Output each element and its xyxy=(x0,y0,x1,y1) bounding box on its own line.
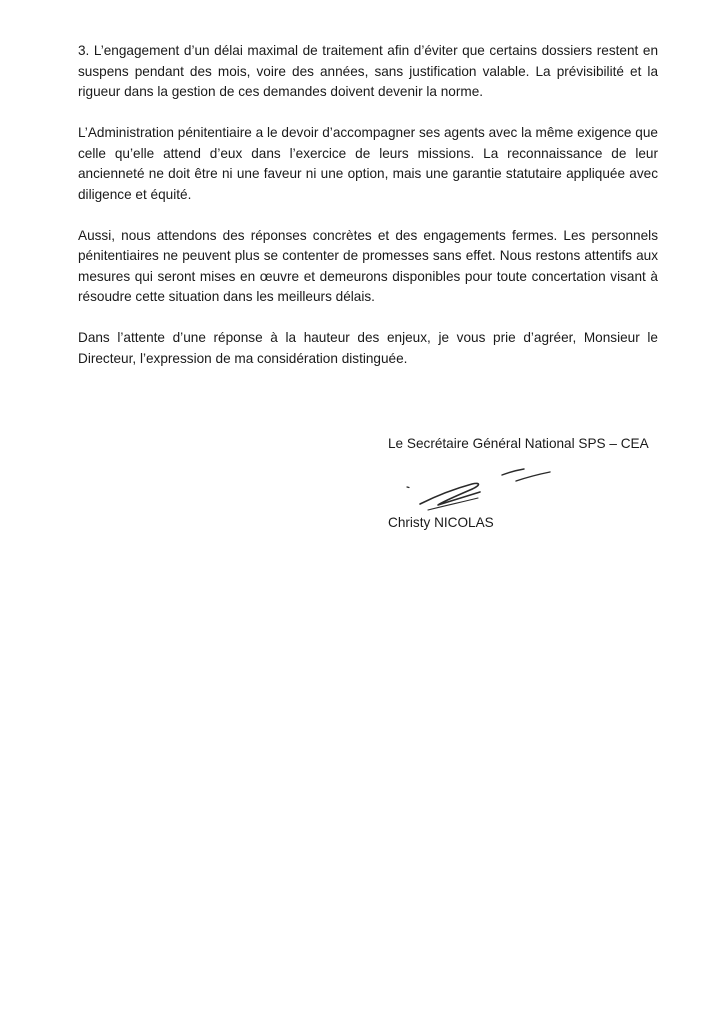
signatory-name: Christy NICOLAS xyxy=(388,515,494,530)
signature-stroke-tick xyxy=(516,472,550,481)
signature-stroke-dot xyxy=(407,487,409,488)
paragraph-expectations: Aussi, nous attendons des réponses concrètes et des engagements fermes. Les personnels pénitentiaires ne peuvent plus se contenter de promesses sans effet. Nous restons attentifs aux mesures qui seront mises en œuvre et demeurons disponibles pour toute concertation visant à résoudre cette situation dans les meilleurs délais. xyxy=(78,227,658,304)
signature-stroke-dash xyxy=(502,469,524,475)
signature-stroke-main xyxy=(420,483,480,505)
handwritten-signature xyxy=(398,458,568,518)
signatory-title: Le Secrétaire Général National SPS – CEA xyxy=(388,436,649,451)
letter-body xyxy=(78,41,658,390)
paragraph-deadline-commitment: 3. L’engagement d’un délai maximal de traitement afin d’éviter que certains dossiers restent en suspens pendant des mois, voire des années, sans justification valable. La prévisibilité et la rigueur dans la gestion de ces demandes doivent devenir la norme. xyxy=(78,43,658,99)
paragraph-closing-formula: Dans l’attente d’une réponse à la hauteur des enjeux, je vous prie d’agréer, Monsieur le Directeur, l’expression de ma considération distinguée. xyxy=(78,330,658,366)
paragraph-administration-duty: L’Administration pénitentiaire a le devoir d’accompagner ses agents avec la même exigence que celle qu’elle attend d’eux dans l’exercice de leurs missions. La reconnaissance de leur ancienneté ne doit être ni une faveur ni une option, mais une garantie statutaire appliquée avec diligence et équité. xyxy=(78,125,658,202)
